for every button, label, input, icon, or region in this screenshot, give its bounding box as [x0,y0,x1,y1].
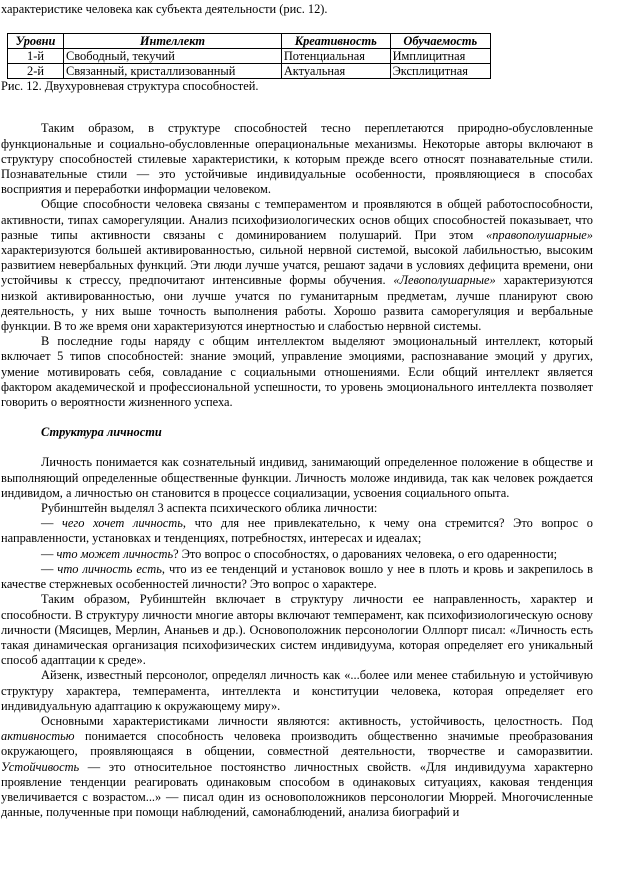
paragraph: Рубинштейн выделял 3 аспекта психического облика личности: [41,501,378,516]
table-cell: Эксплицитная [390,64,490,79]
table-cell: Потенциальная [281,49,390,64]
table-cell: Имплицитная [390,49,490,64]
paragraph: Айзенк, известный персонолог, определял личность как «...более или менее стабильную и устойчивую структуру характера, темперамента, интеллекта и конституции человека, которая определяет его индивидуальную адаптацию к окружающему миру». [1,668,593,713]
section-heading: Структура личности [41,425,162,440]
paragraph: Основными характеристиками личности являются: активность, устойчивость, целостность. Под активностью понимается способность человека производить общественно значимые преобразования окружающего, проявляющаяся в общении, совместной деятельности, творчестве и саморазвитии. Устойчивость — это относительное постоянство личностных свойств. «Для индивидуума характерно проявление тенденции реагировать одинаковым способом в одинаковых ситуациях, каковая тенденция увеличивается с возрастом...» — писал один из основоположников персонологии Мюррей. Многочисленные данные, полученные при помощи наблюдений, самонаблюдений, анализа биографий и [1,713,593,820]
paragraph: Личность понимается как сознательный индивид, занимающий определенное положение в обществе и выполняющий определенные общественные функции. Личность моложе индивида, так как человек рождается индивидом, а личностью он становится в процессе социализации, усвоения социального опыта. [1,455,593,500]
figure-caption: Рис. 12. Двухуровневая структура способностей. [1,79,259,94]
list-item: — что может личность? Это вопрос о способностях, о дарованиях человека, о его одаренности; [41,546,558,561]
table-cell: 2-й [8,64,64,79]
table-cell: Свободный, текучий [63,49,281,64]
table-row [8,49,491,64]
table-cell: 1-й [8,49,64,64]
table-cell: Актуальная [281,64,390,79]
table-header-cell: Обучаемость [390,34,490,49]
paragraph: Таким образом, Рубинштейн включает в структуру личности ее направленность, характер и способности. В структуру личности многие авторы включают темперамент, как психофизиологическую основу личности (Мясищев, Мерлин, Ананьев и др.). Основоположник персонологии Оллпорт писал: «Личность есть такая динамическая организация психофизических систем индивидуума, которая определяет его уникальный способ адаптации к среде». [1,592,593,668]
paragraph: Общие способности человека связаны с темпераментом и проявляются в общей работоспособности, активности, типах саморегуляции. Анализ психофизиологических основ общих способностей показывает, что разные типы активности связаны с доминированием полушарий. При этом «правополушарные» характеризуются большей активированностью, сильной нервной системой, высокой лабильностью, высоким развитием невербальных функций. Эти люди лучше учатся, решают задачи в условиях дефицита времени, они устойчивы к стрессу, предпочитают интенсивные формы обучения. «Левополушарные» характеризуются низкой активированностью, они лучше учатся по гуманитарным предметам, лучше планируют свою деятельность, у них выше точность выполнения работы. Хорошо развита саморегуляция и вербальные функции. В то же время они характеризуются инертностью и слабостью нервной системы. [1,197,593,334]
paragraph: Таким образом, в структуре способностей тесно переплетаются природно-обусловленные функциональные и социально-обусловленные операциональные механизмы. Некоторые авторы включают в структуру способностей стилевые характеристики, к которым прежде всего относят познавательные стили. Познавательные стили — это устойчивые индивидуальные особенности, проявляющиеся в способах восприятия и переработки информации человеком. [1,121,593,197]
intro-line: характеристике человека как субъекта деятельности (рис. 12). [1,2,328,16]
table-row [8,64,491,79]
list-item: — что личность есть, что из ее тенденций и установок вошло у нее в плоть и кровь и закрепилось в качестве стержневых особенностей личности? Это вопрос о характере. [1,561,593,592]
list-item: — чего хочет личность, что для нее привлекательно, к чему она стремится? Это вопрос о направленности, установках и тенденциях, потребностях, интересах и идеалах; [1,516,593,546]
abilities-table [7,33,491,79]
paragraph: В последние годы наряду с общим интеллектом выделяют эмоциональный интеллект, который включает 5 типов способностей: знание эмоций, управление эмоциями, распознавание эмоций у других, умение мотивировать себя, совладание с социальными отношениями. Если общий интеллект является фактором академической и профессиональной успешности, то уровень эмоционального интеллекта позволяет говорить о вероятности жизненного успеха. [1,334,593,410]
table-cell: Связанный, кристаллизованный [63,64,281,79]
table-header-cell: Креативность [281,34,390,49]
table-header-cell: Интеллект [63,34,281,49]
table-header-cell: Уровни [8,34,64,49]
table-header-row [8,34,491,49]
